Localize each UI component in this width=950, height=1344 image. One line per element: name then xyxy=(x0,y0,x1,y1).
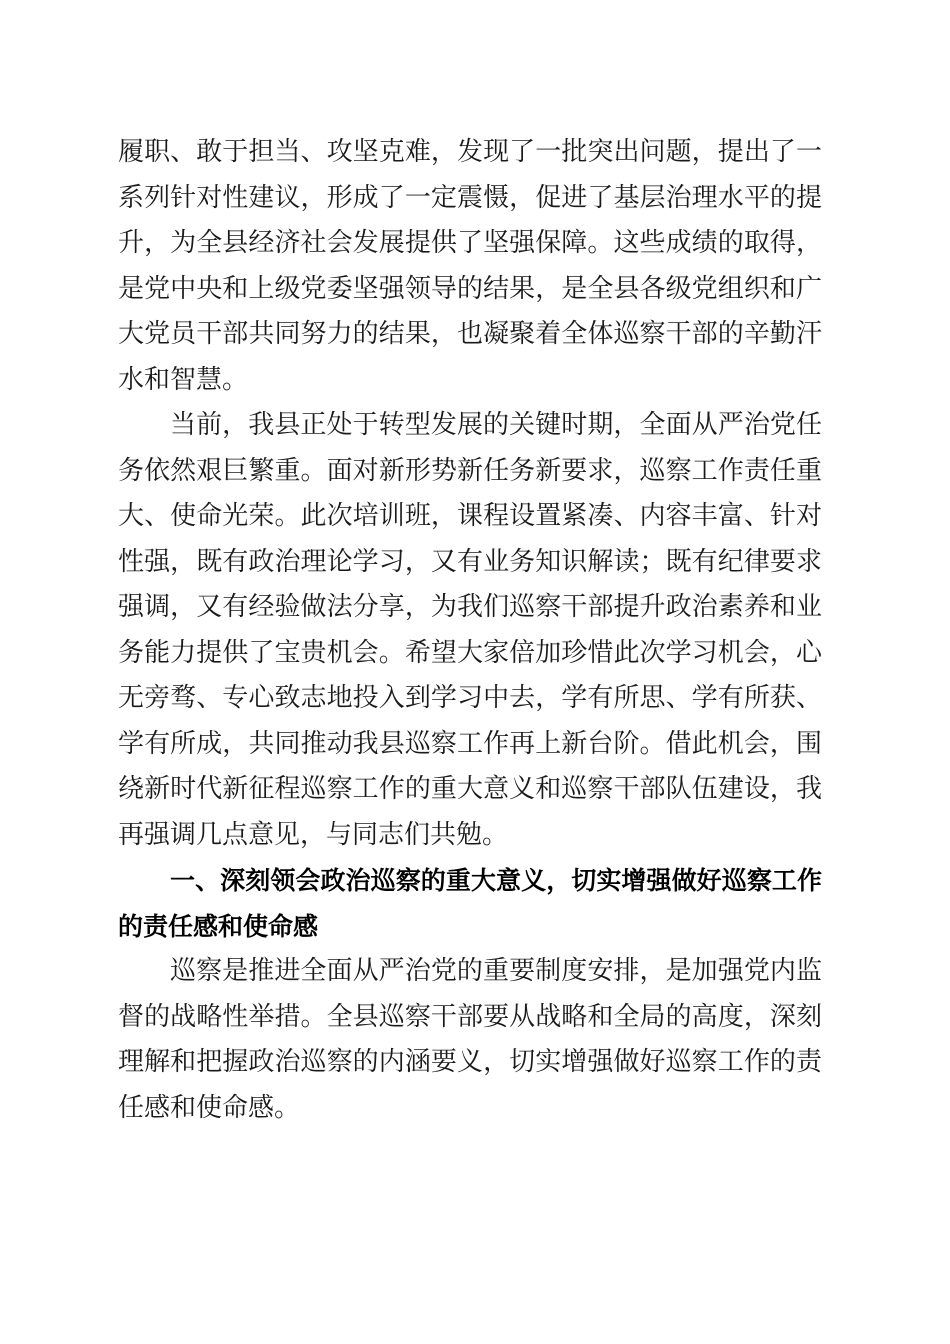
paragraph-current-situation: 当前，我县正处于转型发展的关键时期，全面从严治党任务依然艰巨繁重。面对新形势新任务新要求，巡察工作责任重大、使命光荣。此次培训班，课程设置紧凑、内容丰富、针对性强，既有政治理论学习，又有业务知识解读；既有纪律要求强调，又有经验做法分享，为我们巡察干部提升政治素养和业务能力提供了宝贵机会。希望大家倍加珍惜此次学习机会，心无旁骛、专心致志地投入到学习中去，学有所思、学有所获、学有所成，共同推动我县巡察工作再上新台阶。借此机会，围绕新时代新征程巡察工作的重大意义和巡察干部队伍建设，我再强调几点意见，与同志们共勉。 xyxy=(118,410,822,850)
document-body xyxy=(118,130,822,1131)
section-heading-one: 一、深刻领会政治巡察的重大意义，切实增强做好巡察工作的责任感和使命感 xyxy=(118,866,822,941)
paragraph-section-one-intro: 巡察是推进全面从严治党的重要制度安排，是加强党内监督的战略性举措。全县巡察干部要从战略和全局的高度，深刻理解和把握政治巡察的内涵要义，切实增强做好巡察工作的责任感和使命感。 xyxy=(118,956,822,1123)
paragraph-continuation: 履职、敢于担当、攻坚克难，发现了一批突出问题，提出了一系列针对性建议，形成了一定震慑，促进了基层治理水平的提升，为全县经济社会发展提供了坚强保障。这些成绩的取得，是党中央和上级党委坚强领导的结果，是全县各级党组织和广大党员干部共同努力的结果，也凝聚着全体巡察干部的辛勤汗水和智慧。 xyxy=(118,137,822,395)
